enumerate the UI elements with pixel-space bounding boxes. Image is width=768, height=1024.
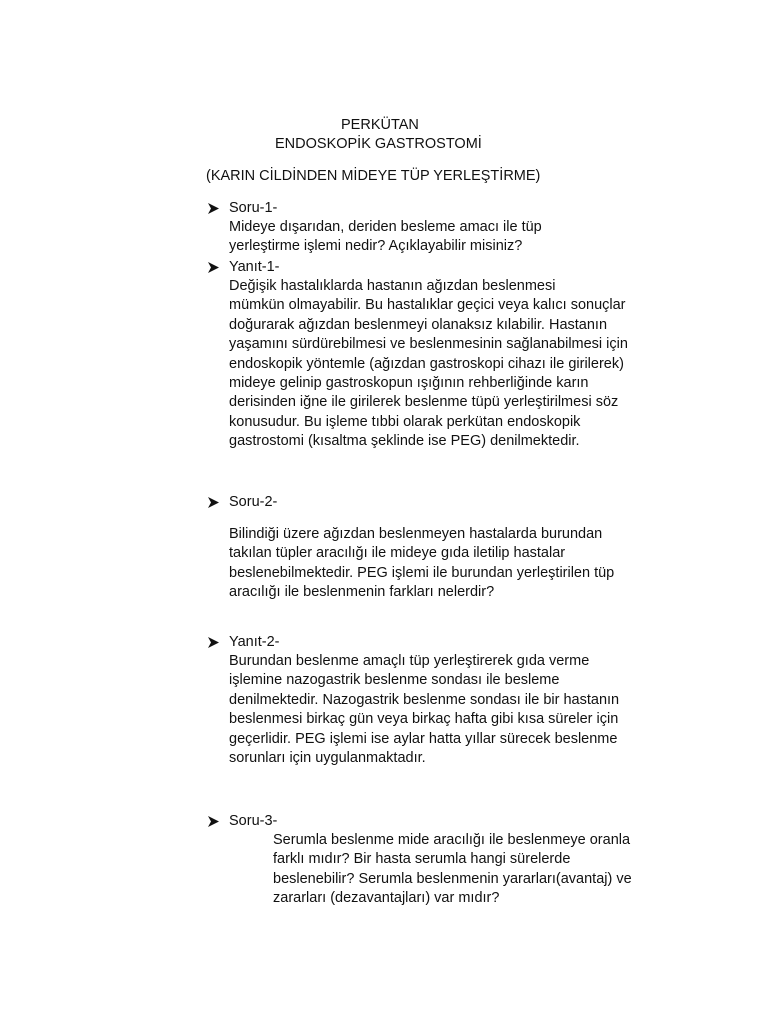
- answer-2: [206, 632, 686, 768]
- question-2-text: Bilindiği üzere ağızdan beslenmeyen hastalarda burundan takılan tüpler aracılığı ile mideye gıda iletilip hastalar beslenebilmektedir. PEG işlemi ile burundan yerleştirilen tüp aracılığı ile beslenmenin farkları nelerdir?: [229, 526, 615, 601]
- question-3-text: Serumla beslenme mide aracılığı ile beslenmeye oranla farklı mıdır? Bir hasta serumla hangi sürelerde beslenebilir? Serumla beslenmenin yararları(avantaj) ve zararları (dezavantajları) var mıdır?: [273, 832, 632, 907]
- answer-1: [206, 257, 686, 452]
- arrow-bullet-icon: [208, 637, 219, 648]
- question-3: [206, 811, 686, 909]
- arrow-bullet-icon: [208, 497, 219, 508]
- document-title-line1: PERKÜTAN: [341, 117, 419, 133]
- answer-1-text: Değişik hastalıklarda hastanın ağızdan beslenmesi mümkün olmayabilir. Bu hastalıklar geçici veya kalıcı sonuçlar doğurarak ağızdan beslenmeyi olanaksız kılabilir. Hastanın yaşamını sürdürebilmesi ve beslenmesinin sağlanabilmesi için endoskopik yöntemle (ağızdan gastroskopi cihazı ile girilerek) mideye gelinip gastroskopun ışığının rehberliğinde karın derisinden iğne ile girilerek beslenme tüpü yerleştirilmesi söz konusudur. Bu işleme tıbbi olarak perkütan endoskopik gastrostomi (kısaltma şeklinde ise PEG) denilmektedir.: [229, 278, 628, 450]
- arrow-bullet-icon: [208, 816, 219, 827]
- document-title-line2: ENDOSKOPİK GASTROSTOMİ: [275, 136, 482, 152]
- answer-1-label: Yanıt-1-: [229, 259, 280, 275]
- document-subtitle: (KARIN CİLDİNDEN MİDEYE TÜP YERLEŞTİRME): [206, 168, 541, 184]
- question-2-label: Soru-2-: [229, 494, 278, 510]
- answer-2-text: Burundan beslenme amaçlı tüp yerleştirerek gıda verme işlemine nazogastrik beslenme sondası ile besleme denilmektedir. Nazogastrik beslenme sondası ile bir hastanın beslenmesi birkaç gün veya birkaç hafta gibi kısa süreler için geçerlidir. PEG işlemi ise aylar hatta yıllar sürecek beslenme sorunları için uygulanmaktadır.: [229, 653, 620, 767]
- answer-2-label: Yanıt-2-: [229, 634, 280, 650]
- question-1-text: Mideye dışarıdan, deriden besleme amacı ile tüp yerleştirme işlemi nedir? Açıklayabilir misiniz?: [229, 219, 542, 255]
- arrow-bullet-icon: [208, 262, 219, 273]
- question-3-label: Soru-3-: [229, 813, 278, 829]
- question-2: [206, 492, 686, 603]
- arrow-bullet-icon: [208, 203, 219, 214]
- question-1: [206, 198, 686, 257]
- question-1-label: Soru-1-: [229, 200, 278, 216]
